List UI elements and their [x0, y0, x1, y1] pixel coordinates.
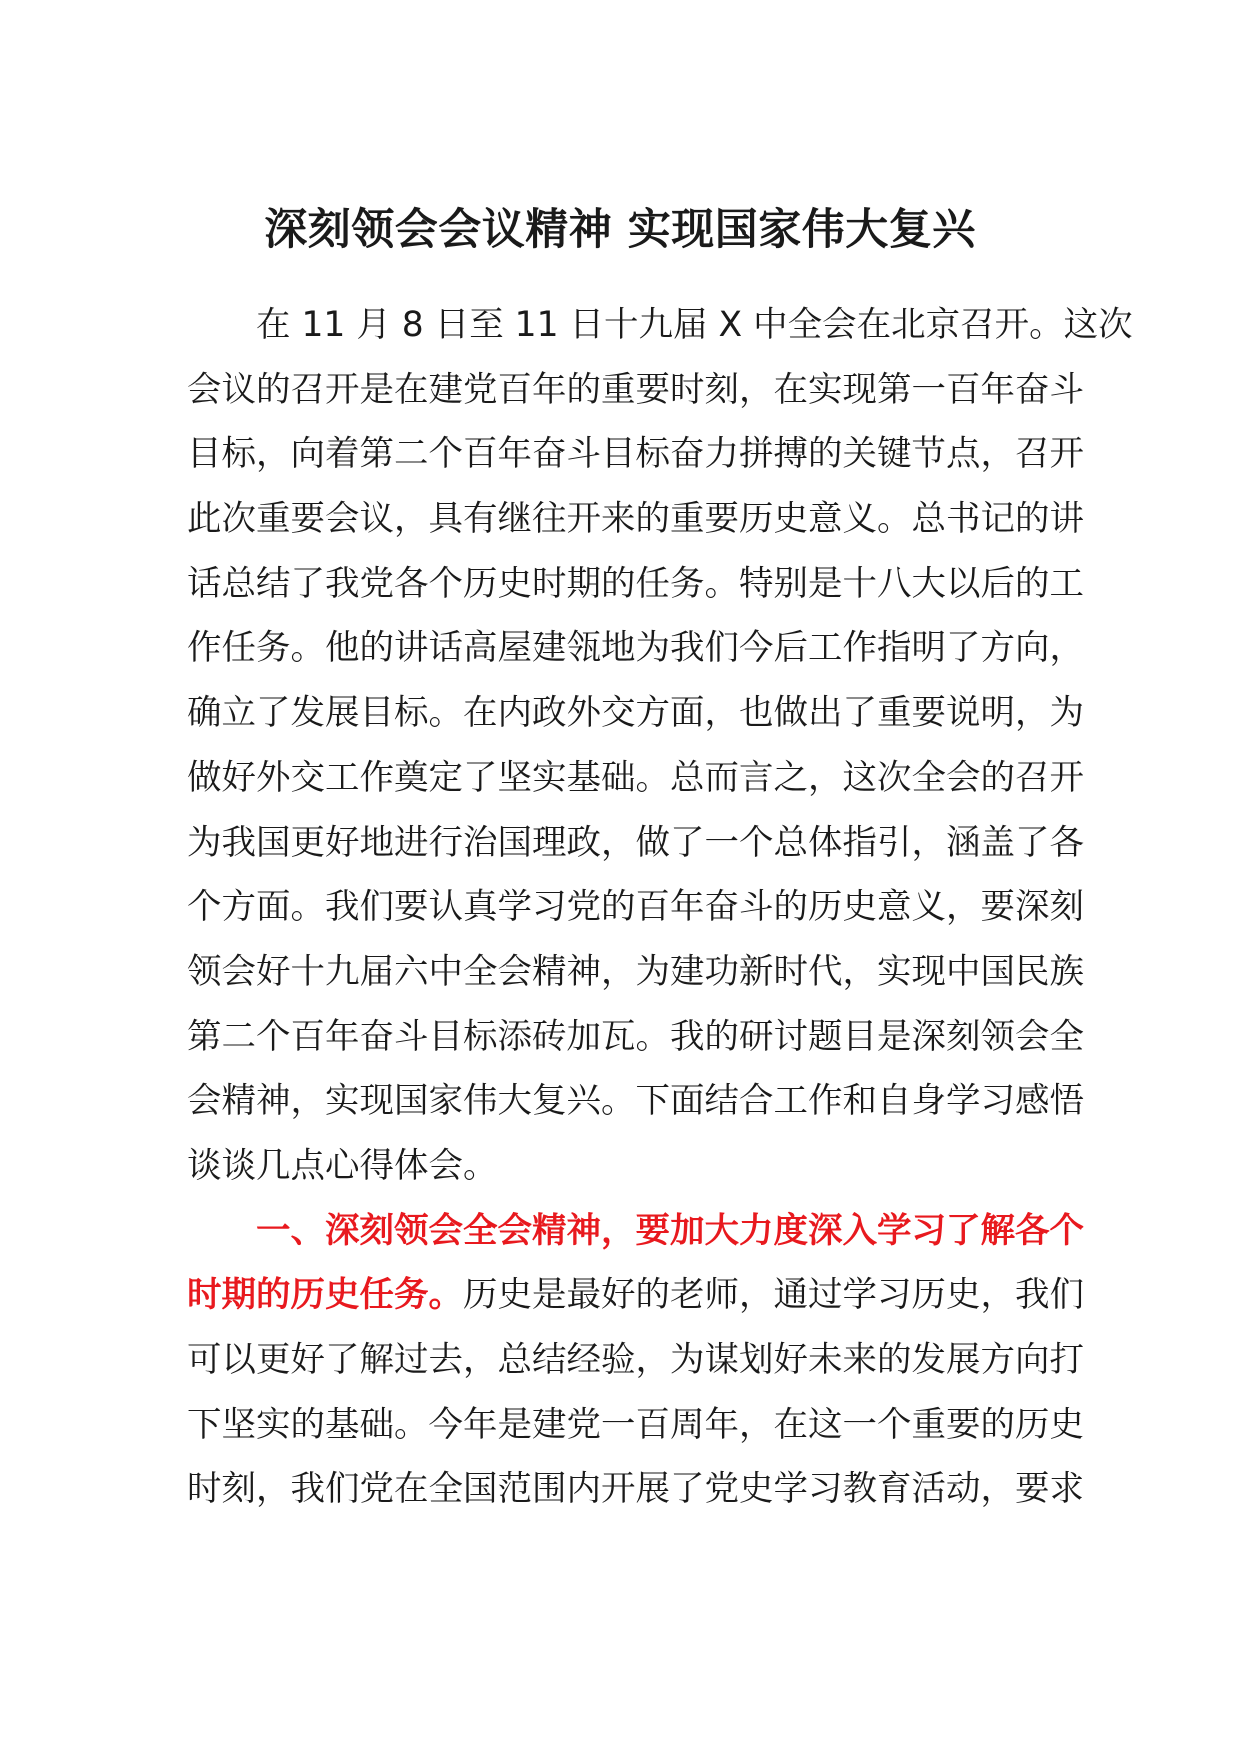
paragraph-line: 作任务。他的讲话高屋建瓴地为我们今后工作指明了方向，	[187, 628, 1084, 669]
paragraph-line: 谈谈几点心得体会。	[187, 1145, 498, 1186]
section-heading-line	[187, 1199, 1084, 1264]
section-body-text: 历史是最好的老师，通过学习历史，我们	[463, 1275, 1084, 1316]
paragraph-line: 确立了发展目标。在内政外交方面，也做出了重要说明，为	[187, 693, 1084, 734]
paragraph-line: 在 11 月 8 日至 11 日十九届 X 中全会在北京召开。这次	[256, 305, 1133, 345]
paragraph-line: 可以更好了解过去，总结经验，为谋划好未来的发展方向打	[187, 1340, 1084, 1380]
paragraph-line: 话总结了我党各个历史时期的任务。特别是十八大以后的工	[187, 563, 1084, 604]
paragraph-line: 此次重要会议，具有继往开来的重要历史意义。总书记的讲	[187, 499, 1084, 540]
document-title: 深刻领会会议精神 实现国家伟大复兴	[264, 205, 976, 255]
paragraph-intro	[187, 293, 1133, 1199]
section-heading: 一、深刻领会全会精神，要加大力度深入学习了解各个	[256, 1210, 1084, 1251]
paragraph-line: 时刻，我们党在全国范围内开展了党史学习教育活动，要求	[187, 1469, 1084, 1510]
paragraph-line: 会精神，实现国家伟大复兴。下面结合工作和自身学习感悟	[187, 1081, 1084, 1122]
paragraph-line: 为我国更好地进行治国理政，做了一个总体指引，涵盖了各	[187, 822, 1084, 863]
paragraph-line: 下坚实的基础。今年是建党一百周年，在这一个重要的历史	[187, 1404, 1084, 1445]
document-body	[187, 293, 1133, 1522]
section-mixed-line	[187, 1263, 1084, 1328]
section-one	[187, 1199, 1084, 1522]
paragraph-line: 目标，向着第二个百年奋斗目标奋力拼搏的关键节点，召开	[187, 434, 1084, 475]
paragraph-line: 会议的召开是在建党百年的重要时刻，在实现第一百年奋斗	[187, 369, 1084, 410]
section-heading-continued: 时期的历史任务。	[187, 1275, 463, 1316]
paragraph-line: 第二个百年奋斗目标添砖加瓦。我的研讨题目是深刻领会全	[187, 1016, 1084, 1057]
paragraph-line: 领会好十九届六中全会精神，为建功新时代，实现中国民族	[187, 951, 1084, 992]
paragraph-line: 做好外交工作奠定了坚实基础。总而言之，这次全会的召开	[187, 757, 1084, 798]
paragraph-line: 个方面。我们要认真学习党的百年奋斗的历史意义，要深刻	[187, 887, 1084, 928]
